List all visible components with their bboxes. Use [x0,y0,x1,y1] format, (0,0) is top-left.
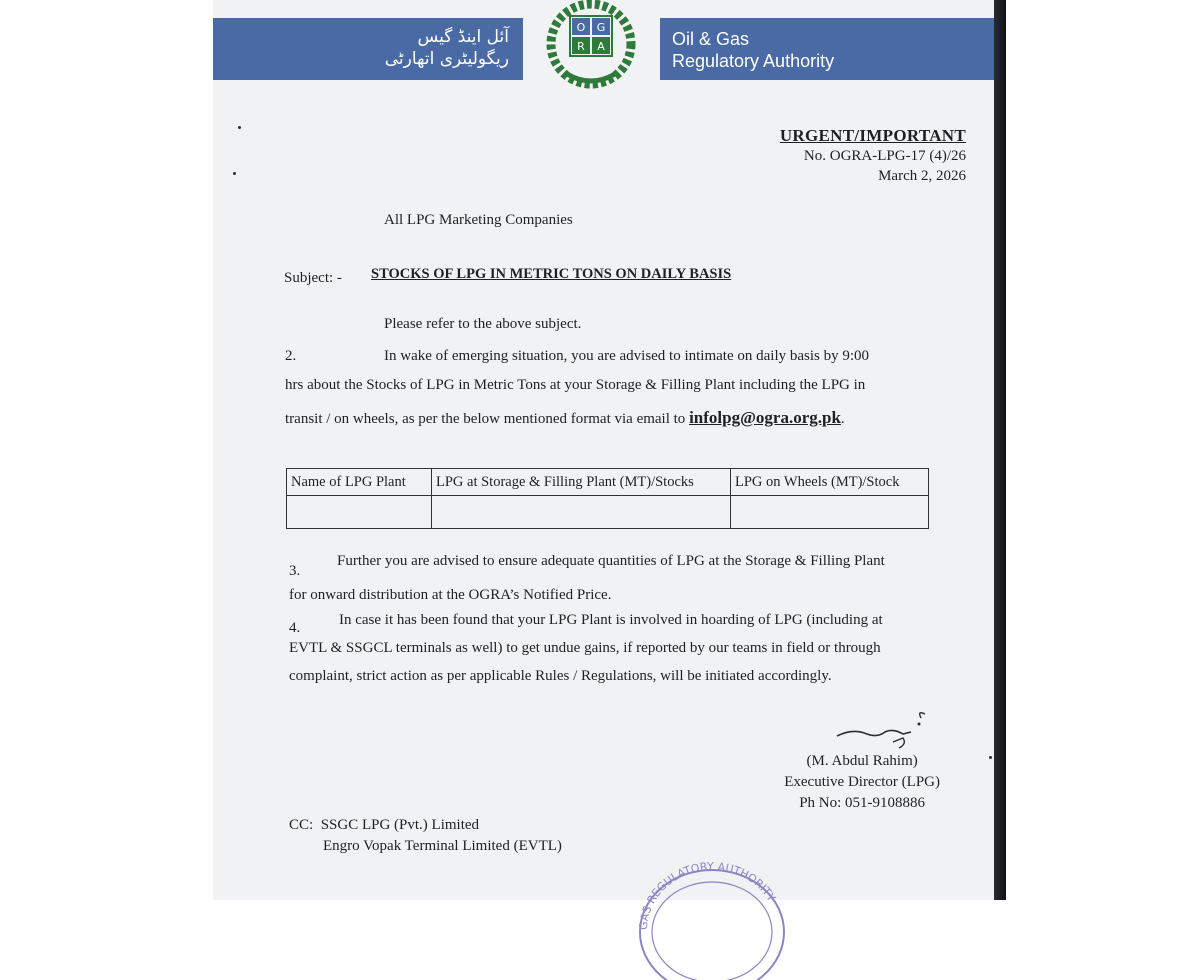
table-cell [731,496,929,529]
cc-block [289,815,562,857]
letter-page [213,0,994,931]
english-name-line-2: Regulatory Authority [672,51,835,71]
logo-letter-a: A [597,40,605,53]
handwritten-signature [833,708,933,752]
cc-recipient: SSGC LPG (Pvt.) Limited [320,817,480,833]
para-3-line-2: for onward distribution at the OGRA’s Notified Price. [289,587,612,603]
table-header-cell: LPG at Storage & Filling Plant (MT)/Stocks [432,469,731,496]
cc-recipient: Engro Vopak Terminal Limited (EVTL) [323,838,562,854]
speck [233,172,236,175]
email-link[interactable]: infolpg@ogra.org.pk [689,408,841,427]
para-2-period: . [840,411,845,427]
logo-letter-r: R [577,40,585,53]
table-header-cell: Name of LPG Plant [287,469,432,496]
reporting-format-table [286,468,929,529]
signatory-title: Executive Director (LPG) [784,774,940,790]
table-cell [432,496,731,529]
subject-text: STOCKS OF LPG IN METRIC TONS ON DAILY BASIS [371,266,732,282]
logo-letter-g: G [596,21,606,34]
para-2-number: 2. [285,348,297,364]
subject-label: Subject: - [284,270,342,286]
para-2-line-3 [285,408,845,428]
reference-number: No. OGRA-LPG-17 (4)/26 [803,148,966,164]
table-header-cell: LPG on Wheels (MT)/Stock [731,469,929,496]
signatory-name: (M. Abdul Rahim) [806,753,918,769]
english-name-line-1: Oil & Gas [672,29,750,49]
background-edge [994,0,1006,900]
svg-text:GAS REGULATORY AUTHORITY [637,860,778,930]
para-3-number: 3. [289,563,301,579]
speck [989,756,992,759]
signatory-phone: Ph No: 051-9108886 [799,795,926,811]
letterhead-english-band [660,18,994,80]
table-header-row [287,469,929,496]
para-4-line-2: EVTL & SSGCL terminals as well) to get undue gains, if reported by our teams in field or through [289,640,881,656]
letterhead-urdu-band [213,18,523,80]
opening-line: Please refer to the above subject. [384,316,582,332]
table-cell [287,496,432,529]
letter-date: March 2, 2026 [878,168,966,184]
para-4-line-3: complaint, strict action as per applicable Rules / Regulations, will be initiated accordingly. [289,668,832,684]
stamp-text: GAS REGULATORY AUTHORITY [636,860,779,931]
para-4-line-1: In case it has been found that your LPG Plant is involved in hoarding of LPG (including at [339,612,883,628]
urdu-authority-name [385,26,509,70]
urdu-name-line-2: ریگولیٹری اتھارٹی [384,49,509,69]
para-2-line-2: hrs about the Stocks of LPG in Metric Tons at your Storage & Filling Plant including the LPG in [285,377,866,393]
para-2-line-1: In wake of emerging situation, you are advised to intimate on daily basis by 9:00 [384,348,870,364]
para-3-line-1: Further you are advised to ensure adequate quantities of LPG at the Storage & Filling Plant [337,553,885,569]
speck [238,126,241,129]
signatory-block [784,751,940,814]
official-stamp [627,860,797,980]
cc-label: CC: [289,817,314,833]
addressee: All LPG Marketing Companies [384,212,573,228]
urdu-name-line-1: آئل اینڈ گیس [417,27,509,47]
logo-letter-o: O [576,21,586,34]
table-row [287,496,929,529]
ogra-logo [545,0,637,92]
para-4-number: 4. [289,620,301,636]
priority-heading: URGENT/IMPORTANT [779,126,966,145]
cc-line-1 [289,815,562,836]
para-2-line-3-text: transit / on wheels, as per the below mentioned format via email to [285,411,686,427]
english-authority-name [672,28,834,72]
